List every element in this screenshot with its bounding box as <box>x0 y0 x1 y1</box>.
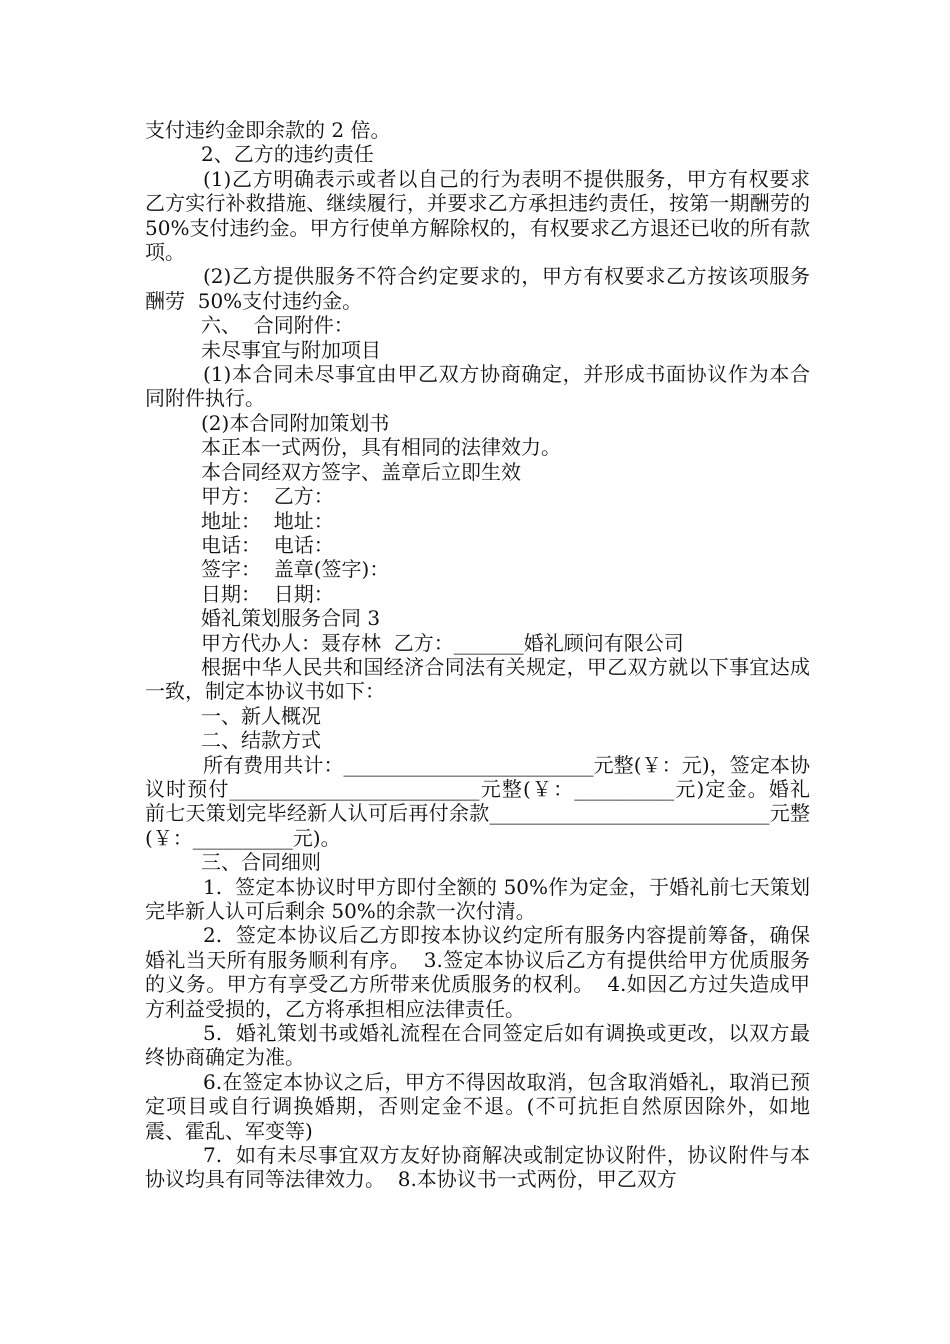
paragraph: 未尽事宜与附加项目 <box>201 337 381 362</box>
paragraph: (1)乙方明确表示或者以自己的行为表明不提供服务，甲方有权要求乙方实行补救措施、继续履行，并要求乙方承担违约责任，按第一期酬劳的 50%支付违约金。甲方行使单方解除权的，有权要求乙方退还已收的所有款项。 <box>145 166 817 265</box>
paragraph: 6.在签定本协议之后，甲方不得因故取消，包含取消婚礼，取消已预定项目或自行调换婚期，否则定金不退。(不可抗拒自然原因除外，如地震、霍乱、军变等) <box>145 1069 810 1143</box>
paragraph: 2. 签定本协议后乙方即按本协议约定所有服务内容提前筹备，确保婚礼当天所有服务顺利有序。 3.签定本协议后乙方有提供给甲方优质服务的义务。甲方有享受乙方所带来优质服务的权利。 4.如因乙方过失造成甲方利益受损的，乙方将承担相应法律责任。 <box>145 923 810 1021</box>
paragraph: 本合同经双方签字、盖章后立即生效 <box>201 459 521 484</box>
contract-title: 婚礼策划服务合同 3 <box>201 606 381 631</box>
paragraph: (2)乙方提供服务不符合约定要求的，甲方有权要求乙方按该项服务酬劳 50%支付违约金。 <box>145 264 810 313</box>
section-heading: 六、 合同附件： <box>201 313 354 338</box>
section-heading: 一、新人概况 <box>201 703 321 728</box>
signature-line-date: 日期： 日期： <box>201 581 334 606</box>
paragraph: 支付违约金即余款的 2 倍。 <box>145 118 391 142</box>
paragraph: 1. 签定本协议时甲方即付全额的 50%作为定金，于婚礼前七天策划完毕新人认可后剩余 50%的余款一次付清。 <box>145 874 810 923</box>
document-body <box>145 118 817 1192</box>
section-heading: 二、结款方式 <box>201 728 321 753</box>
paragraph: 甲方代办人：聂存林 乙方：_______婚礼顾问有限公司 <box>201 630 684 655</box>
signature-line-address: 地址： 地址： <box>201 508 334 533</box>
paragraph: 2、乙方的违约责任 <box>201 142 374 167</box>
signature-line-party: 甲方： 乙方： <box>201 484 334 509</box>
section-heading: 三、合同细则 <box>201 850 321 875</box>
paragraph: 7. 如有未尽事宜双方友好协商解决或制定协议附件，协议附件与本协议均具有同等法律效力。 8.本协议书一式两份，甲乙双方 <box>145 1143 810 1192</box>
paragraph: 根据中华人民共和国经济合同法有关规定，甲乙双方就以下事宜达成一致，制定本协议书如下： <box>145 654 810 704</box>
paragraph: 5. 婚礼策划书或婚礼流程在合同签定后如有调换或更改，以双方最终协商确定为准。 <box>145 1021 810 1070</box>
signature-line-signature: 签字： 盖章(签字)： <box>201 557 390 582</box>
paragraph: 所有费用共计：_________________________元整(￥：元)，签定本协议时预付_________________________元整(￥：__________元)定金。婚礼前七天策划完毕经新人认可后再付余款____________________________元整(￥：__________元)。 <box>145 752 810 850</box>
paragraph: 本正本一式两份，具有相同的法律效力。 <box>201 435 561 460</box>
paragraph: (1)本合同未尽事宜由甲乙双方协商确定，并形成书面协议作为本合同附件执行。 <box>145 362 810 411</box>
paragraph: (2)本合同附加策划书 <box>201 410 390 435</box>
signature-line-phone: 电话： 电话： <box>201 532 334 557</box>
